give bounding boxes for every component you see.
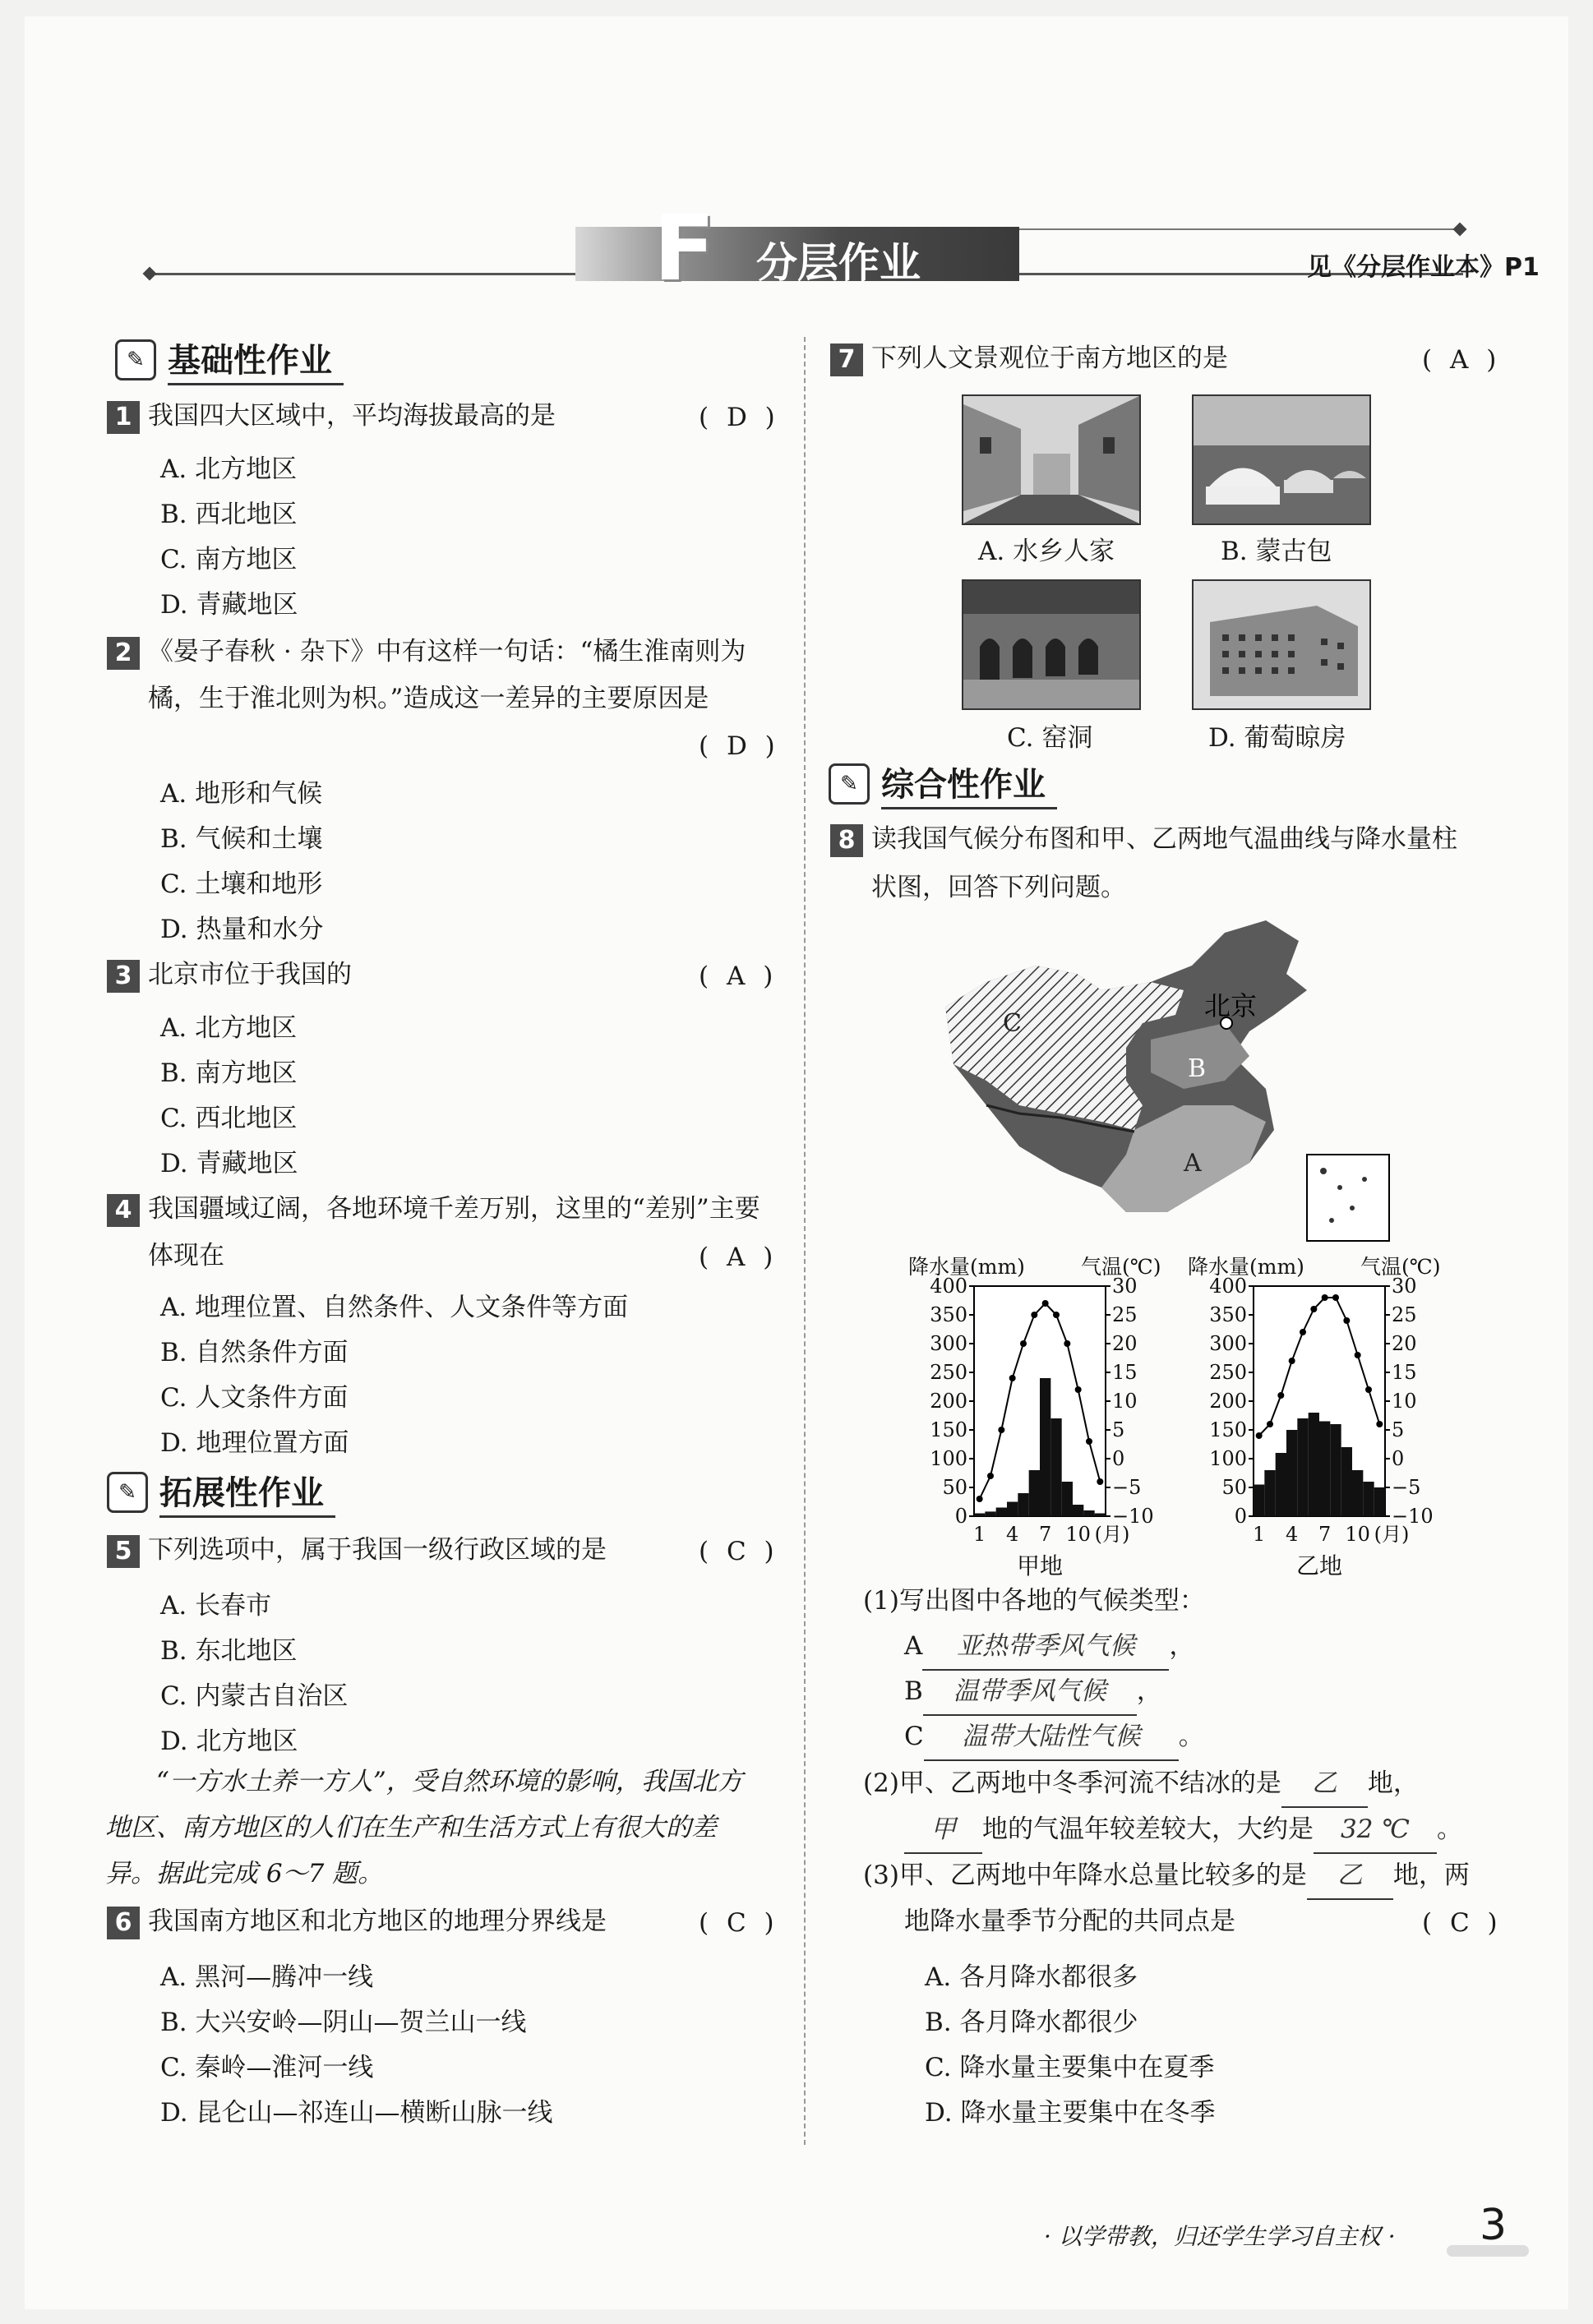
- y-tick-label-right: 15: [1392, 1361, 1417, 1384]
- option-a: A. 长春市: [160, 1591, 272, 1621]
- chart-title: 甲地: [1016, 1552, 1064, 1579]
- option-d: D. 北方地区: [160, 1727, 298, 1756]
- question-8: [830, 816, 1457, 862]
- question-stem: 下列人文景观位于南方地区的是: [871, 344, 1228, 373]
- y-tick-label-right: 0: [1392, 1447, 1405, 1470]
- question-number: 7: [830, 344, 863, 376]
- subquestion-2: (2)甲、乙两地中冬季河流不结冰的是 乙 地，: [863, 1760, 1419, 1808]
- x-axis-unit: (月): [1374, 1523, 1410, 1546]
- precip-bar: [1073, 1505, 1083, 1516]
- y-tick-label-left: 200: [930, 1390, 967, 1413]
- y-tick-label-left: 350: [930, 1303, 967, 1326]
- footer-motto: · 以学带教，归还学生学习自主权 ·: [1044, 2223, 1396, 2250]
- page-title: 分层作业: [756, 239, 921, 287]
- temp-point: [1332, 1294, 1339, 1301]
- precip-bar: [996, 1508, 1007, 1517]
- temp-point: [1289, 1358, 1295, 1364]
- y-axis-left-title: 降水量(mm): [1188, 1255, 1304, 1279]
- temp-point: [1376, 1421, 1383, 1427]
- precip-bar: [1309, 1413, 1319, 1516]
- question-stem: 《晏子春秋 · 杂下》中有这样一句话：“橘生淮南则为: [148, 637, 746, 666]
- temp-point: [987, 1473, 994, 1479]
- precip-bar: [1264, 1470, 1275, 1516]
- option-a: A. 北方地区: [160, 454, 298, 484]
- fill-range-value: 32 ℃: [1314, 1806, 1437, 1854]
- option-b: B. 气候和土壤: [160, 824, 323, 854]
- y-axis-right-title: 气温(℃): [1081, 1255, 1161, 1279]
- precip-bar: [1050, 1418, 1061, 1516]
- answer-3: ( A ): [699, 961, 778, 991]
- x-tick-label: 1: [973, 1523, 986, 1546]
- x-tick-label: 7: [1039, 1523, 1052, 1546]
- answer-1: ( D ): [699, 403, 780, 432]
- subquestion-3-line2: 地降水量季节分配的共同点是: [904, 1907, 1235, 1936]
- y-tick-label-left: 250: [930, 1361, 967, 1384]
- y-tick-label-right: 10: [1392, 1390, 1417, 1413]
- option-d: D. 青藏地区: [160, 590, 298, 620]
- y-tick-label-right: 30: [1112, 1275, 1138, 1298]
- section-comprehensive-label: 综合性作业: [881, 759, 1057, 809]
- option-d: D. 地理位置方面: [160, 1428, 349, 1458]
- x-tick-label: 10: [1065, 1523, 1091, 1546]
- y-tick-label-right: 5: [1112, 1418, 1125, 1441]
- question-number: 2: [107, 637, 140, 670]
- question-stem: 我国四大区域中，平均海拔最高的是: [148, 401, 556, 431]
- y-tick-label-left: 100: [930, 1447, 967, 1470]
- temp-point: [977, 1496, 983, 1502]
- question-5: [107, 1527, 607, 1573]
- precip-bar: [1083, 1510, 1094, 1516]
- x-tick-label: 4: [1286, 1523, 1299, 1546]
- option-c: C. 南方地区: [160, 545, 298, 574]
- precip-bar: [1254, 1485, 1264, 1517]
- column-divider: [804, 337, 806, 2145]
- chart-title: 乙地: [1295, 1552, 1343, 1579]
- question-stem: 下列选项中，属于我国一级行政区域的是: [148, 1535, 607, 1565]
- y-tick-label-right: 20: [1392, 1332, 1417, 1355]
- precip-bar: [1341, 1447, 1352, 1516]
- subquestion-1: (1)写出图中各地的气候类型：: [863, 1586, 1205, 1616]
- fill-river-no-ice: 乙: [1281, 1760, 1368, 1808]
- precip-bar: [1095, 1514, 1106, 1517]
- y-tick-label-left: 0: [1234, 1505, 1247, 1528]
- header-rule-top: [1019, 228, 1455, 230]
- y-tick-label-right: 5: [1392, 1418, 1405, 1441]
- precip-bar: [1363, 1482, 1374, 1516]
- question-stem: 我国南方地区和北方地区的地理分界线是: [148, 1907, 607, 1936]
- subquestion-2-line2: 甲 地的气温年较差较大，大约是 32 ℃ 。: [904, 1806, 1462, 1854]
- temp-point: [1086, 1438, 1092, 1445]
- precip-bar: [1018, 1493, 1028, 1516]
- fill-b: 温带季风气候: [923, 1668, 1137, 1716]
- precip-bar: [974, 1514, 985, 1517]
- x-tick-label: 10: [1345, 1523, 1370, 1546]
- question-number: 4: [107, 1194, 140, 1227]
- caption-d: D. 葡萄晾房: [1208, 723, 1346, 753]
- workbook-reference: 见《分层作业本》P1: [1307, 253, 1540, 282]
- y-tick-label-right: 30: [1392, 1275, 1417, 1298]
- y-tick-label-left: 150: [1209, 1418, 1247, 1441]
- question-stem: 读我国气候分布图和甲、乙两地气温曲线与降水量柱: [871, 824, 1457, 854]
- pencil-icon: ✎: [107, 1472, 148, 1513]
- answer-2: ( D ): [699, 731, 780, 761]
- option-d: D. 昆仑山—祁连山—横断山脉一线: [160, 2098, 553, 2128]
- x-tick-label: 7: [1318, 1523, 1332, 1546]
- intro-line-2: 地区、南方地区的人们在生产和生活方式上有很大的差: [105, 1813, 717, 1842]
- question-number: 3: [107, 960, 140, 993]
- option-c: C. 人文条件方面: [160, 1383, 349, 1413]
- map-label-beijing: 北京: [1204, 990, 1258, 1021]
- precip-bar: [1040, 1378, 1050, 1516]
- y-tick-label-left: 200: [1209, 1390, 1247, 1413]
- temp-point: [1343, 1317, 1350, 1324]
- temp-point: [1042, 1300, 1049, 1307]
- option-b: B. 各月降水都很少: [925, 2008, 1138, 2037]
- answer-5: ( C ): [699, 1537, 779, 1566]
- question-1: [107, 393, 556, 439]
- y-tick-label-left: 100: [1209, 1447, 1247, 1470]
- y-axis-left-title: 降水量(mm): [908, 1255, 1025, 1279]
- climate-chart-jia: [904, 1253, 1192, 1582]
- y-tick-label-left: 400: [1209, 1275, 1247, 1298]
- question-number: 5: [107, 1535, 140, 1568]
- temp-point: [1256, 1432, 1263, 1439]
- option-a: A. 地形和气候: [160, 779, 323, 809]
- intro-line-3: 异。据此完成 6～7 题。: [105, 1859, 384, 1888]
- answer-4: ( A ): [699, 1243, 778, 1272]
- question-4-line2: 体现在: [148, 1241, 224, 1270]
- temp-point: [1009, 1375, 1016, 1381]
- precip-bar: [1029, 1470, 1040, 1516]
- fill-larger-range: 甲: [904, 1806, 982, 1854]
- section-basic: [115, 339, 344, 381]
- option-d: D. 青藏地区: [160, 1149, 298, 1178]
- question-number: 1: [107, 401, 140, 434]
- x-axis-unit: (月): [1094, 1523, 1130, 1546]
- label-b: B: [904, 1676, 923, 1706]
- y-tick-label-right: 10: [1112, 1390, 1138, 1413]
- section-comprehensive: [829, 763, 1057, 805]
- question-6: [107, 1898, 607, 1944]
- temp-point: [1097, 1478, 1103, 1485]
- header-logo-letter: F: [653, 196, 716, 301]
- temp-point: [1053, 1312, 1060, 1318]
- y-axis-right-title: 气温(℃): [1360, 1255, 1441, 1279]
- photo-grape-drying-house: [1192, 579, 1371, 710]
- y-tick-label-left: 250: [1209, 1361, 1247, 1384]
- y-tick-label-right: −5: [1112, 1476, 1142, 1499]
- option-c: C. 内蒙古自治区: [160, 1681, 349, 1711]
- option-a: A. 地理位置、自然条件、人文条件等方面: [160, 1293, 629, 1322]
- option-b: B. 南方地区: [160, 1058, 298, 1088]
- option-d: D. 降水量主要集中在冬季: [925, 2098, 1216, 2128]
- x-tick-label: 4: [1006, 1523, 1019, 1546]
- map-label-a: A: [1184, 1149, 1202, 1178]
- china-climate-map: [937, 916, 1397, 1245]
- question-stem: 我国疆域辽阔，各地环境千差万别，这里的“差别”主要: [148, 1194, 760, 1224]
- precip-bar: [1007, 1502, 1018, 1517]
- question-8-line2: 状图，回答下列问题。: [871, 873, 1126, 902]
- question-4: [107, 1186, 760, 1232]
- option-a: A. 黑河—腾冲一线: [160, 1962, 374, 1992]
- temp-point: [1267, 1421, 1273, 1427]
- y-tick-label-right: −5: [1392, 1476, 1421, 1499]
- option-b: B. 大兴安岭—阴山—贺兰山一线: [160, 2008, 527, 2037]
- option-a: A. 北方地区: [160, 1013, 298, 1043]
- photo-cave-dwelling: [962, 579, 1141, 710]
- precip-bar: [985, 1511, 995, 1516]
- temp-point: [1310, 1306, 1317, 1312]
- temp-point: [1355, 1352, 1361, 1358]
- y-tick-label-left: 50: [1221, 1476, 1247, 1499]
- intro-line-1: “一方水土养一方人”，受自然环境的影响，我国北方: [156, 1767, 743, 1796]
- y-tick-label-right: 15: [1112, 1361, 1138, 1384]
- precip-bar: [1374, 1487, 1385, 1516]
- photo-water-town: [962, 394, 1141, 525]
- precip-bar: [1352, 1470, 1363, 1516]
- question-2: [107, 629, 746, 675]
- map-label-c: C: [1003, 1009, 1022, 1038]
- y-tick-label-right: 0: [1112, 1447, 1125, 1470]
- photo-yurts-art: [1194, 396, 1369, 523]
- y-tick-label-left: 300: [1209, 1332, 1247, 1355]
- option-c: C. 西北地区: [160, 1104, 298, 1133]
- caption-b: B. 蒙古包: [1221, 537, 1332, 566]
- page-number: 3: [1480, 2201, 1508, 2250]
- caption-a: A. 水乡人家: [978, 537, 1115, 566]
- y-tick-label-right: 25: [1112, 1303, 1138, 1326]
- precip-bar: [1276, 1453, 1286, 1516]
- option-d: D. 热量和水分: [160, 915, 324, 944]
- question-number: 8: [830, 824, 863, 857]
- temp-point: [1031, 1312, 1037, 1318]
- photo-grape-drying-house-art: [1194, 581, 1369, 708]
- y-tick-label-left: 150: [930, 1418, 967, 1441]
- subquestion-1-a: A 亚热带季风气候 ，: [904, 1623, 1194, 1671]
- y-tick-label-left: 0: [954, 1505, 967, 1528]
- temp-point: [1322, 1294, 1328, 1301]
- temp-point: [1020, 1340, 1027, 1347]
- temp-point: [1075, 1386, 1082, 1393]
- y-tick-label-right: −10: [1392, 1505, 1434, 1528]
- question-3: [107, 952, 352, 998]
- photo-water-town-art: [963, 396, 1139, 523]
- temp-point: [1277, 1392, 1284, 1399]
- temp-point: [1365, 1386, 1372, 1393]
- climate-chart-yi: [1184, 1253, 1471, 1582]
- question-stem: 北京市位于我国的: [148, 960, 352, 989]
- answer-8-3: ( C ): [1422, 1908, 1503, 1938]
- section-extended-label: 拓展性作业: [159, 1467, 335, 1518]
- subquestion-3: (3)甲、乙两地中年降水总量比较多的是 乙 地，两: [863, 1852, 1470, 1900]
- y-tick-label-left: 50: [942, 1476, 967, 1499]
- photo-yurts: [1192, 394, 1371, 525]
- option-c: C. 土壤和地形: [160, 869, 323, 899]
- fill-a: 亚热带季风气候: [922, 1623, 1169, 1671]
- option-b: B. 东北地区: [160, 1636, 298, 1666]
- section-basic-label: 基础性作业: [168, 334, 344, 385]
- answer-7: ( A ): [1422, 345, 1502, 375]
- section-extended: [107, 1471, 335, 1514]
- option-b: B. 西北地区: [160, 500, 298, 529]
- y-tick-label-right: −10: [1112, 1505, 1154, 1528]
- fill-c: 温带大陆性气候: [924, 1713, 1179, 1761]
- question-2-line2: 橘，生于淮北则为枳。”造成这一差异的主要原因是: [148, 684, 709, 713]
- temp-point: [1300, 1329, 1306, 1335]
- answer-6: ( C ): [699, 1908, 779, 1938]
- photo-cave-dwelling-art: [963, 581, 1139, 708]
- map-label-b: B: [1188, 1054, 1207, 1083]
- question-number: 6: [107, 1907, 140, 1939]
- option-b: B. 自然条件方面: [160, 1338, 349, 1367]
- temp-point: [1064, 1340, 1070, 1347]
- pencil-icon: ✎: [829, 763, 870, 805]
- precip-bar: [1330, 1424, 1341, 1516]
- x-tick-label: 1: [1253, 1523, 1266, 1546]
- option-c: C. 秦岭—淮河一线: [160, 2053, 374, 2082]
- y-tick-label-right: 20: [1112, 1332, 1138, 1355]
- option-a: A. 各月降水都很多: [925, 1962, 1138, 1992]
- pencil-icon: ✎: [115, 339, 156, 380]
- precip-bar: [1297, 1418, 1308, 1516]
- subquestion-1-c: C 温带大陆性气候 。: [904, 1713, 1204, 1761]
- precip-bar: [1062, 1482, 1073, 1516]
- label-a: A: [904, 1631, 923, 1661]
- south-sea-inset: [1307, 1155, 1389, 1241]
- y-tick-label-right: 25: [1392, 1303, 1417, 1326]
- caption-c: C. 窑洞: [1007, 723, 1093, 753]
- temp-point: [998, 1427, 1004, 1433]
- subquestion-1-b: B 温带季风气候 ，: [904, 1668, 1162, 1716]
- label-c: C: [904, 1722, 924, 1751]
- precip-bar: [1286, 1430, 1297, 1516]
- precip-bar: [1319, 1422, 1330, 1517]
- y-tick-label-left: 350: [1209, 1303, 1247, 1326]
- fill-more-rain: 乙: [1307, 1852, 1393, 1900]
- option-c: C. 降水量主要集中在夏季: [925, 2053, 1215, 2082]
- y-tick-label-left: 300: [930, 1332, 967, 1355]
- y-tick-label-left: 400: [930, 1275, 967, 1298]
- question-7: [830, 335, 1228, 381]
